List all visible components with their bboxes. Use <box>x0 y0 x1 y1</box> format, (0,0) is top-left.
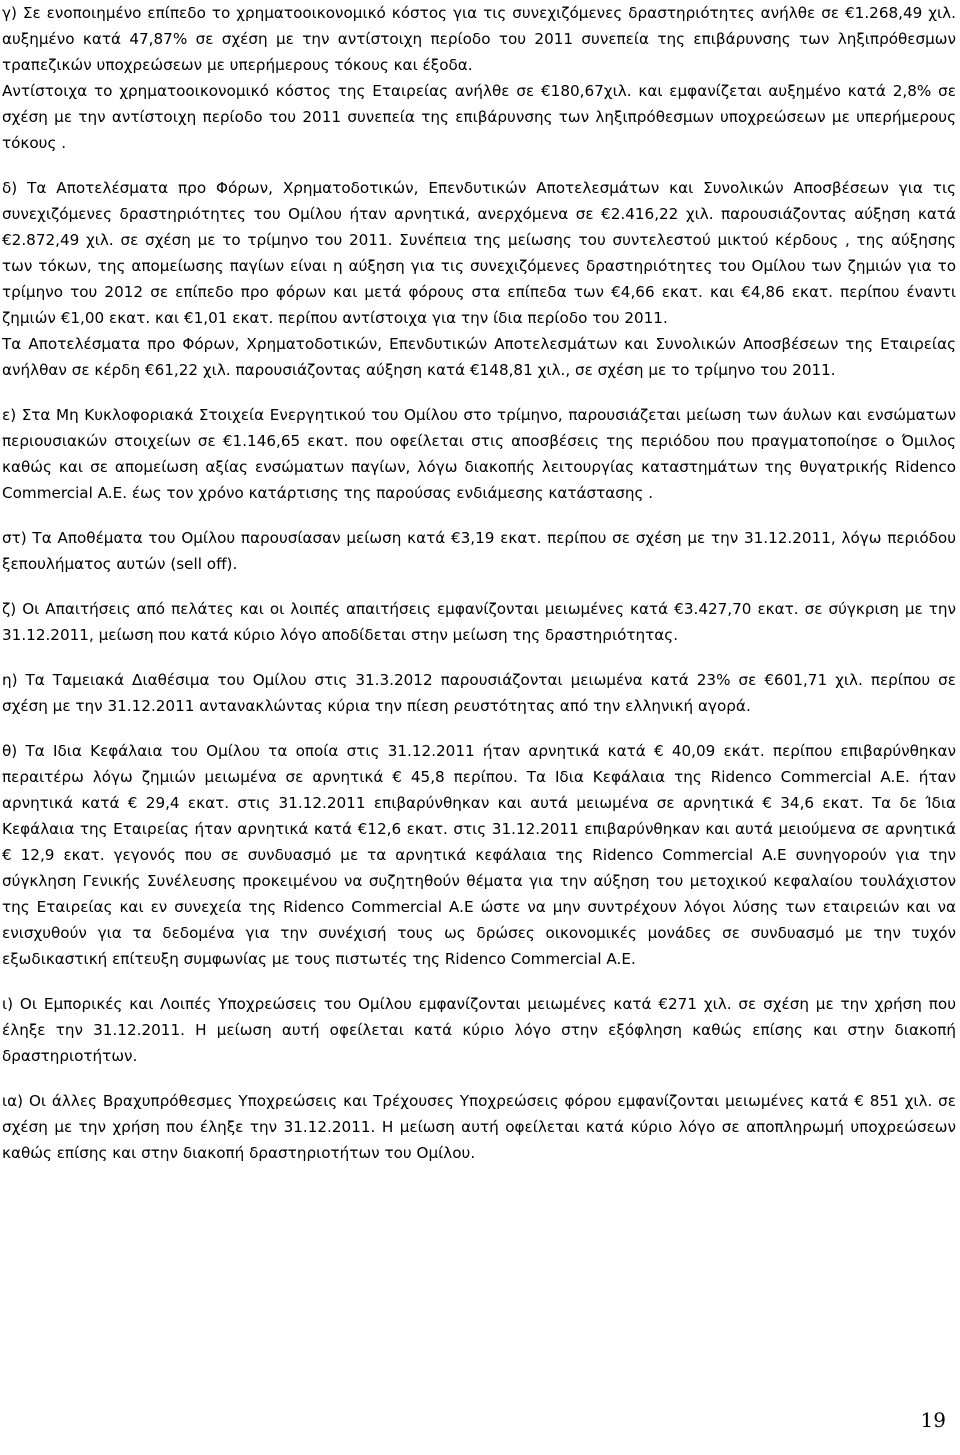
paragraph-spacer <box>2 383 956 402</box>
paragraph-stigma: στ) Τα Αποθέματα του Ομίλου παρουσίασαν μείωση κατά €3,19 εκατ. περίπου σε σχέση με την 31.12.2011, λόγω περιόδου ξεπουλήματος αυτών (sell off). <box>2 529 956 573</box>
paragraph-theta: θ) Τα Ιδια Κεφάλαια του Ομίλου τα οποία στις 31.12.2011 ήταν αρνητικά κατά € 40,09 εκάτ. περίπου επιβαρύνθηκαν περαιτέρω λόγω ζημιών μειωμένα σε αρνητικά € 45,8 περίπου. Τα Ιδια Κεφάλαια της Ridenco Commercial A.E. ήταν αρνητικά κατά € 29,4 εκατ. στις 31.12.2011 επιβαρύνθηκαν και αυτά μειωμένα σε αρνητικά € 34,6 εκατ. Τα δε Ίδια Κεφάλαια της Εταιρείας ήταν αρνητικά κατά €12,6 εκατ. στις 31.12.2011 επιβαρύνθηκαν και αυτά μειούμενα σε αρνητικά € 12,9 εκατ. γεγονός που σε συνδυασμό με τα αρνητικά κεφάλαια της Ridenco Commercial A.E συνηγορούν για την σύγκληση Γενικής Συνέλευσης προκειμένου να συζητηθούν θέματα για την αύξηση του μετοχικού κεφαλαίου τουλάχιστον της Εταιρείας και εν συνεχεία της Ridenco Commercial A.E ώστε να μην συντρέχουν λόγοι λύσης των εταιρειών και να ενισχυθούν για τα δεδομένα για την συνέχισή τους ως δρώσες οικονομικές μονάδες σε συνδυασμό με την τυχόν εξωδικαστική επίτευξη συμφωνίας με τους πιστωτές της Ridenco Commercial A.E. <box>2 742 956 968</box>
paragraph-spacer <box>2 577 956 596</box>
paragraph-gamma: γ) Σε ενοποιημένο επίπεδο το χρηματοοικονομικό κόστος για τις συνεχιζόμενες δραστηριότητες ανήλθε σε €1.268,49 χιλ. αυξημένο κατά 47,87% σε σχέση με την αντίστοιχη περίοδο του 2011 συνεπεία της επιβάρυνσης των ληξιπρόθεσμων τραπεζικών υποχρεώσεων με υπερήμερους τόκους και έξοδα. <box>2 4 956 74</box>
paragraph-iota: ι) Οι Εμπορικές και Λοιπές Υποχρεώσεις του Ομίλου εμφανίζονται μειωμένες κατά €271 χιλ. σε σχέση με την χρήση που έληξε την 31.12.2011. Η μείωση αυτή οφείλεται κατά κύριο λόγο στην εξόφληση καθώς επίσης και στην διακοπή δραστηριοτήτων. <box>2 995 956 1065</box>
page-number: 19 <box>920 1408 946 1432</box>
paragraph-epsilon: ε) Στα Μη Κυκλοφοριακά Στοιχεία Ενεργητικού του Ομίλου στο τρίμηνο, παρουσιάζεται μείωση των άυλων και ενσώματων περιουσιακών στοιχείων σε €1.146,65 εκατ. που οφείλεται στις αποσβέσεις της περιόδου που πραγματοποίησε ο Όμιλος καθώς και σε απομείωση αξίας ενσώματων παγίων, λόγω διακοπής λειτουργίας καταστημάτων της θυγατρικής Ridenco Commercial A.E. έως τον χρόνο κατάρτισης της παρούσας ενδιάμεσης κατάστασης . <box>2 406 956 502</box>
paragraph-delta-company: Τα Αποτελέσματα προ Φόρων, Χρηματοδοτικών, Επενδυτικών Αποτελεσμάτων και Συνολικών Αποσβέσεων της Εταιρείας ανήλθαν σε κέρδη €61,22 χιλ. παρουσιάζοντας αύξηση κατά €148,81 χιλ., σε σχέση με το τρίμηνο του 2011. <box>2 335 956 379</box>
paragraph-delta: δ) Τα Αποτελέσματα προ Φόρων, Χρηματοδοτικών, Επενδυτικών Αποτελεσμάτων και Συνολικών Αποσβέσεων για τις συνεχιζόμενες δραστηριότητες του Ομίλου ήταν αρνητικά, ανερχόμενα σε €2.416,22 χιλ. παρουσιάζοντας αύξηση κατά €2.872,49 χιλ. σε σχέση με το τρίμηνο του 2011. Συνέπεια της μείωσης του συντελεστού μικτού κέρδους , της αύξησης των τόκων, της απομείωσης παγίων είναι η αύξηση για τις συνεχιζόμενες δραστηριότητες του Ομίλου των ζημιών για το τρίμηνο του 2012 σε επίπεδο προ φόρων και μετά φόρους στα επίπεδα των €4,66 εκατ. και €4,86 εκατ. περίπου έναντι ζημιών €1,00 εκατ. και €1,01 εκατ. περίπου αντίστοιχα για την ίδια περίοδο του 2011. <box>2 179 956 327</box>
paragraph-spacer <box>2 719 956 738</box>
paragraph-spacer <box>2 506 956 525</box>
paragraph-zeta: ζ) Οι Απαιτήσεις από πελάτες και οι λοιπές απαιτήσεις εμφανίζονται μειωμένες κατά €3.427,70 εκατ. σε σύγκριση με την 31.12.2011, μείωση που κατά κύριο λόγο αποδίδεται στην μείωση της δραστηριότητας. <box>2 600 956 644</box>
paragraph-spacer <box>2 972 956 991</box>
paragraph-eta: η) Τα Ταμειακά Διαθέσιμα του Ομίλου στις 31.3.2012 παρουσιάζονται μειωμένα κατά 23% σε €601,71 χιλ. περίπου σε σχέση με την 31.12.2011 αντανακλώντας κύρια την πίεση ρευστότητας από την ελληνική αγορά. <box>2 671 956 715</box>
paragraph-iota-alpha: ια) Οι άλλες Βραχυπρόθεσμες Υποχρεώσεις και Τρέχουσες Υποχρεώσεις φόρου εμφανίζονται μειωμένες κατά € 851 χιλ. σε σχέση με την χρήση που έληξε την 31.12.2011. Η μείωση αυτή οφείλεται κατά κύριο λόγο σε αποπληρωμή υποχρεώσεων καθώς επίσης και στην διακοπή δραστηριοτήτων του Ομίλου. <box>2 1092 956 1162</box>
paragraph-gamma-company: Αντίστοιχα το χρηματοοικονομικό κόστος της Εταιρείας ανήλθε σε €180,67χιλ. και εμφανίζεται αυξημένο κατά 2,8% σε σχέση με την αντίστοιχη περίοδο του 2011 συνεπεία της επιβάρυνσης των ληξιπρόθεσμων υποχρεώσεων με υπερήμερους τόκους . <box>2 82 956 152</box>
paragraph-spacer <box>2 1069 956 1088</box>
paragraph-spacer <box>2 156 956 175</box>
paragraph-spacer <box>2 648 956 667</box>
